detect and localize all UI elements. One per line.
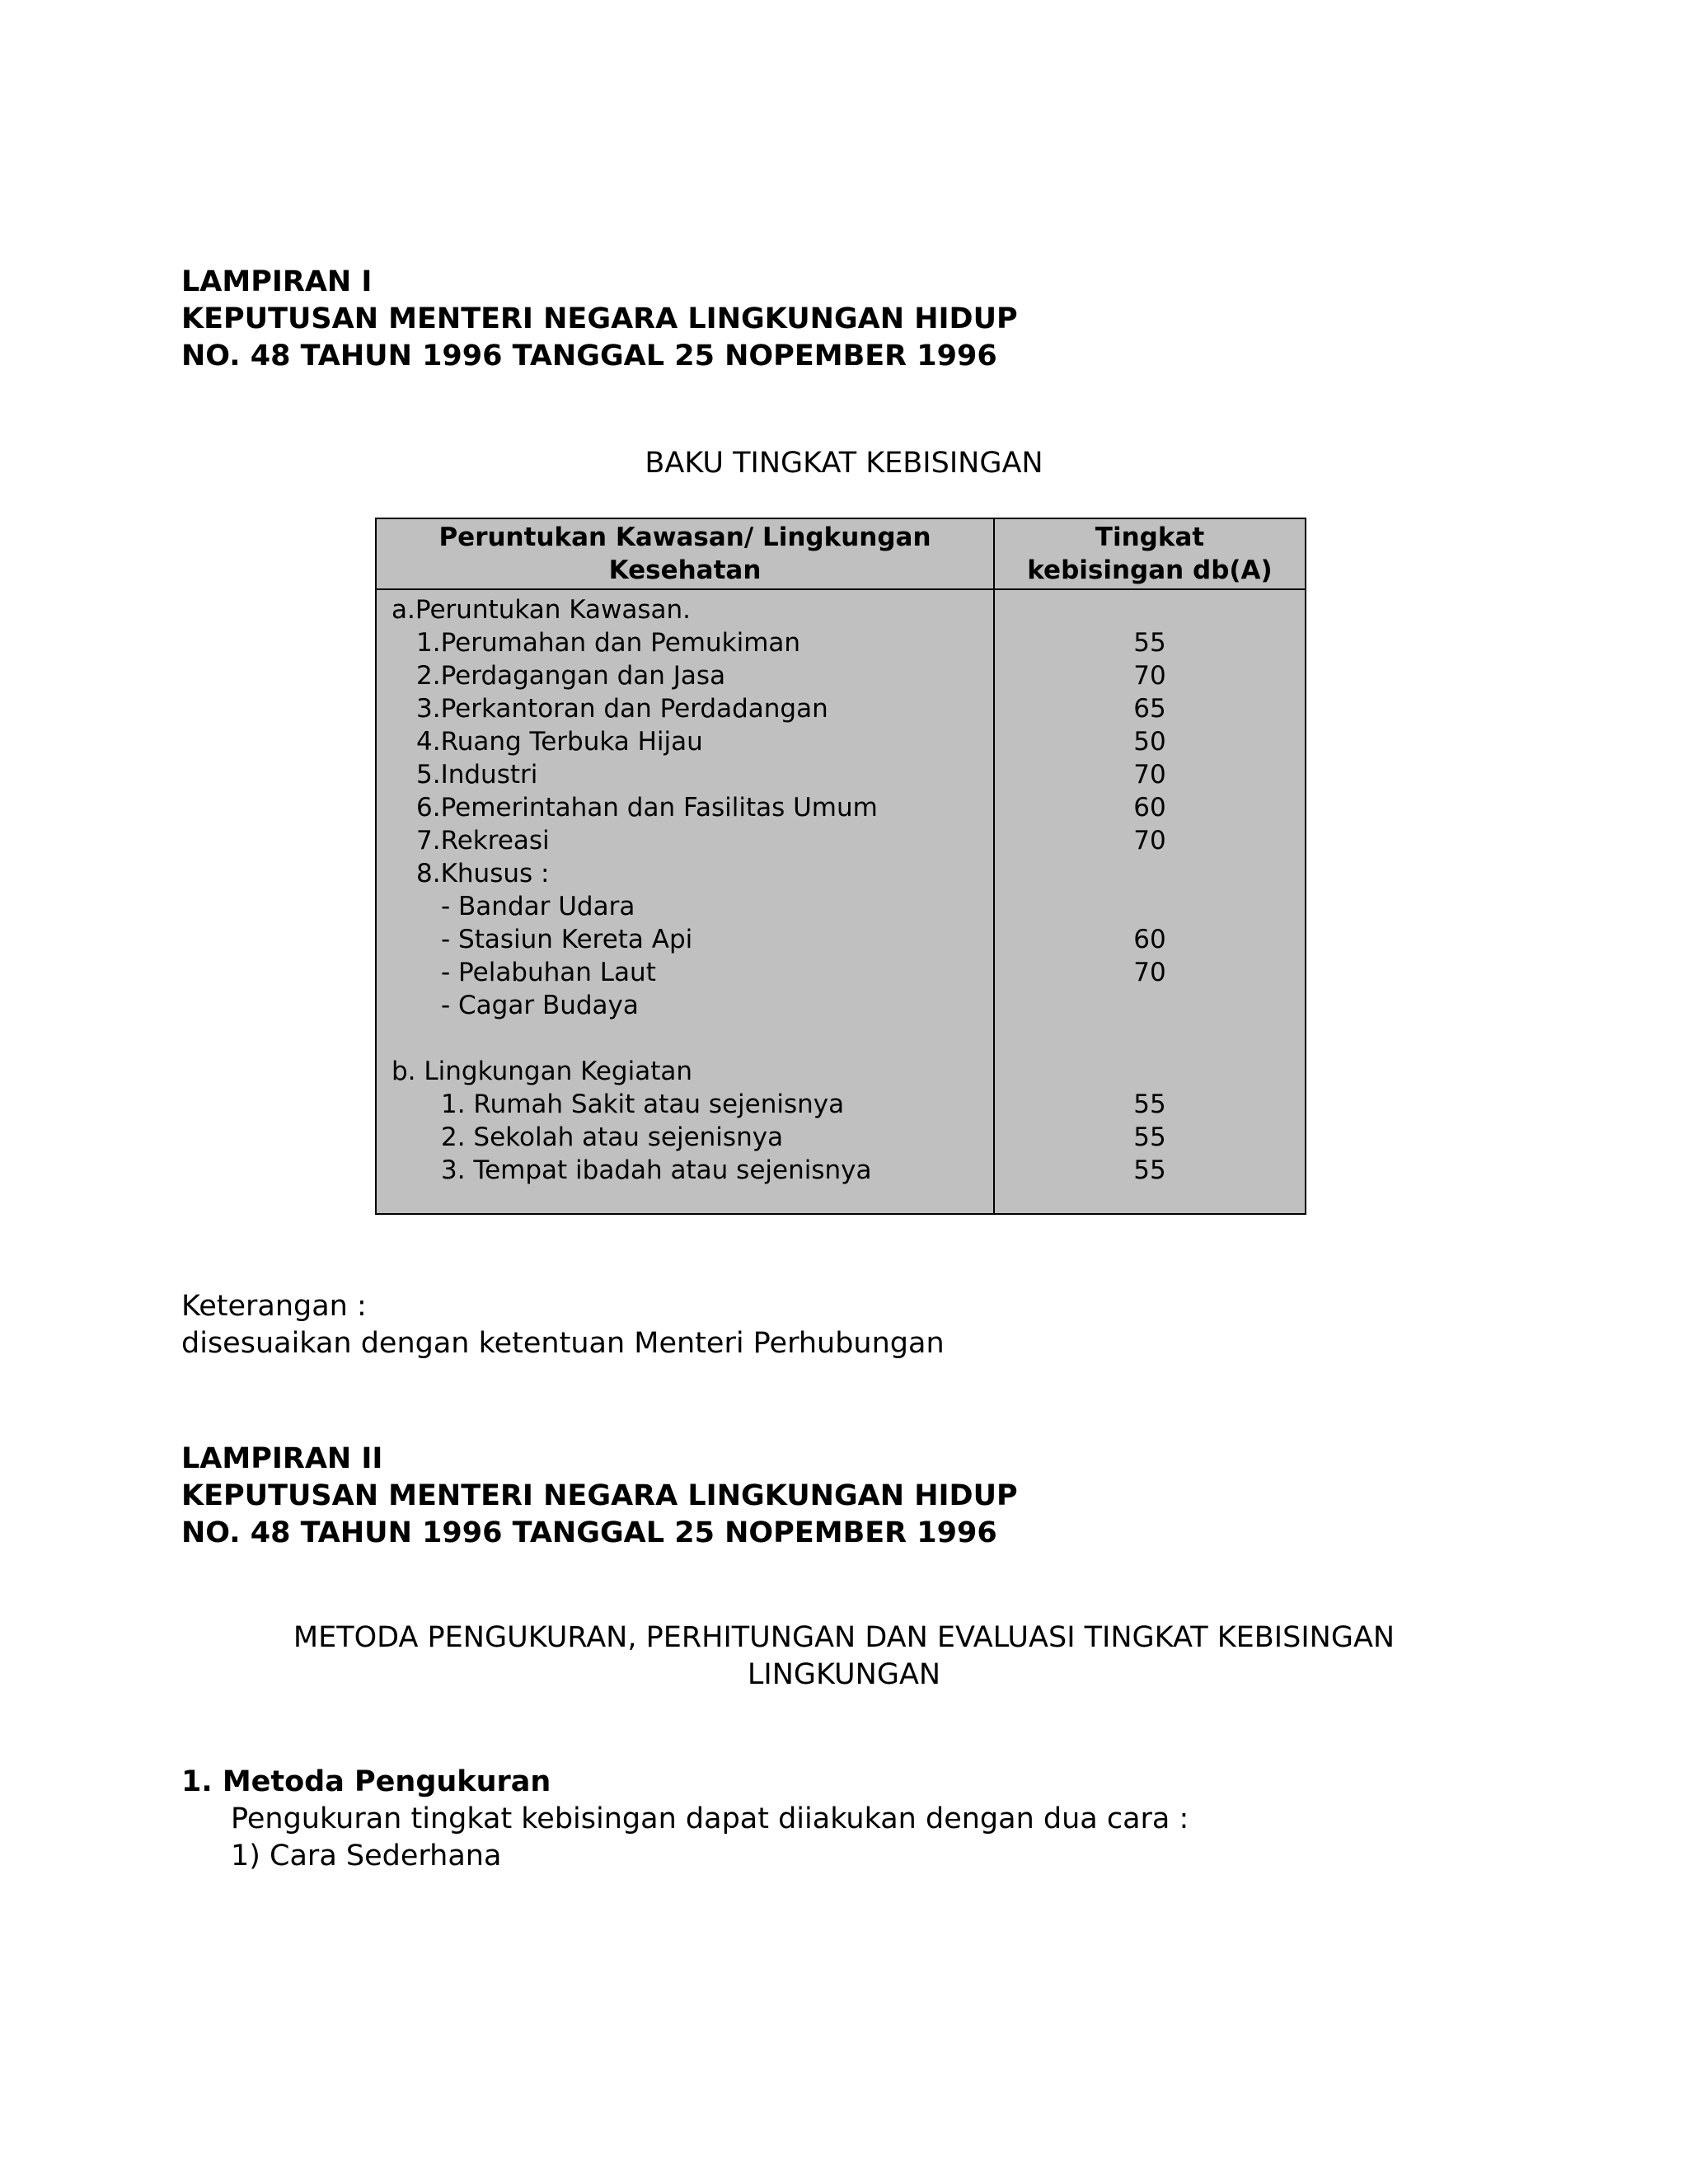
section-list-item: 1) Cara Sederhana	[231, 1840, 502, 1872]
header-level-line1: Tingkat	[1095, 523, 1205, 552]
table-row-value: 70	[1133, 826, 1166, 855]
table-area-column	[376, 589, 994, 1214]
table-row-label: 2.Perdagangan dan Jasa	[416, 661, 726, 691]
table-row-label: 4.Ruang Terbuka Hijau	[416, 727, 703, 757]
lampiran-2-title: LAMPIRAN II	[181, 1442, 383, 1475]
table-row-value: 55	[1133, 1090, 1166, 1119]
table-row-label: 7.Rekreasi	[416, 826, 550, 855]
table-row-label: 8.Khusus :	[416, 859, 550, 888]
table-row-value	[995, 593, 1305, 626]
table-row-value: 70	[1133, 958, 1166, 987]
note-text: disesuaikan dengan ketentuan Menteri Perhubungan	[181, 1327, 945, 1360]
table-row-value: 55	[1133, 1155, 1166, 1185]
table-row-label: 3.Perkantoran dan Perdadangan	[416, 694, 828, 724]
header-level-line2: kebisingan db(A)	[1027, 555, 1273, 585]
lampiran-1-date: NO. 48 TAHUN 1996 TANGGAL 25 NOPEMBER 1996	[181, 340, 997, 373]
table-header-area	[376, 518, 994, 589]
table-row-label: - Pelabuhan Laut	[441, 958, 656, 987]
table-row-label: 1.Perumahan dan Pemukiman	[416, 628, 801, 658]
table-row-label: a.Peruntukan Kawasan.	[392, 595, 692, 625]
table-row-value: 55	[1133, 628, 1166, 658]
lampiran-1-decree: KEPUTUSAN MENTERI NEGARA LINGKUNGAN HIDUP	[181, 302, 1018, 335]
table-row-value: 60	[1133, 925, 1166, 954]
table-row-label: - Cagar Budaya	[441, 991, 639, 1020]
table-row-value: 70	[1133, 760, 1166, 790]
noise-level-table	[375, 518, 1306, 1215]
table-row-label: 1. Rumah Sakit atau sejenisnya	[441, 1090, 845, 1119]
table-row-value	[995, 989, 1305, 1022]
lampiran-2-heading	[181, 1441, 1018, 1552]
table-row-label	[377, 1022, 993, 1055]
table-row-value	[995, 1022, 1305, 1055]
lampiran-2-decree: KEPUTUSAN MENTERI NEGARA LINGKUNGAN HIDUP	[181, 1479, 1018, 1512]
table-row-value	[995, 1055, 1305, 1088]
table-row-label: 2. Sekolah atau sejenisnya	[441, 1122, 784, 1152]
lampiran-2-date: NO. 48 TAHUN 1996 TANGGAL 25 NOPEMBER 1996	[181, 1516, 997, 1549]
note-block	[181, 1288, 945, 1362]
lampiran-1-heading	[181, 264, 1018, 375]
metoda-title-line2: LINGKUNGAN	[747, 1658, 941, 1691]
table-row-label: - Bandar Udara	[441, 892, 635, 921]
section-paragraph: Pengukuran tingkat kebisingan dapat diiakukan dengan dua cara :	[231, 1802, 1189, 1835]
table-row-value: 70	[1133, 661, 1166, 691]
table-row-value	[995, 857, 1305, 890]
table-row-value: 50	[1133, 727, 1166, 757]
table-title: BAKU TINGKAT KEBISINGAN	[645, 447, 1043, 480]
table-row-label: 5.Industri	[416, 760, 538, 790]
metoda-title	[0, 1619, 1688, 1694]
note-label: Keterangan :	[181, 1290, 367, 1323]
header-area-line1: Peruntukan Kawasan/ Lingkungan	[438, 523, 931, 552]
table-body-row	[376, 589, 1306, 1214]
table-row-label: b. Lingkungan Kegiatan	[392, 1057, 693, 1086]
table-level-column	[994, 589, 1306, 1214]
header-area-line2: Kesehatan	[608, 555, 762, 585]
table-row-value: 65	[1133, 694, 1166, 724]
table-row-value: 55	[1133, 1122, 1166, 1152]
metoda-title-line1: METODA PENGUKURAN, PERHITUNGAN DAN EVALUASI TINGKAT KEBISINGAN	[293, 1621, 1395, 1654]
table-row-label: 6.Pemerintahan dan Fasilitas Umum	[416, 793, 878, 823]
table-row-label: - Stasiun Kereta Api	[441, 925, 693, 954]
table-header-level	[994, 518, 1306, 589]
table-row-value	[995, 890, 1305, 923]
table-header-row	[376, 518, 1306, 589]
table-row-label: 3. Tempat ibadah atau sejenisnya	[441, 1155, 872, 1185]
section-title: 1. Metoda Pengukuran	[181, 1765, 551, 1798]
section-metoda-pengukuran	[181, 1764, 1189, 1875]
table-row-value: 60	[1133, 793, 1166, 823]
lampiran-1-title: LAMPIRAN I	[181, 265, 373, 298]
